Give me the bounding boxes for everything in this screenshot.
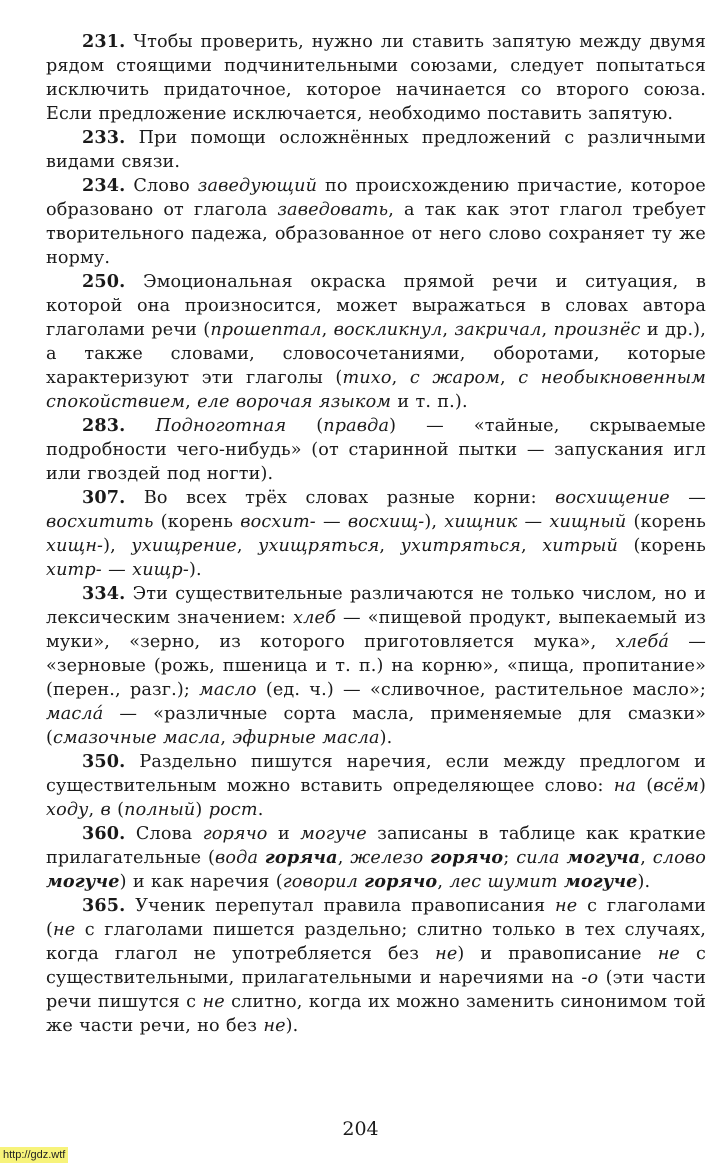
text-segment: полный: [124, 800, 196, 820]
text-segment: не: [555, 896, 578, 916]
answer-paragraph: [46, 486, 706, 582]
text-segment: заведовать: [277, 200, 389, 220]
text-segment: эфирные масла: [232, 728, 380, 748]
text-segment: — «пищевой продукт, выпекаемый из муки», «зерно, из которого приготовляется мука»,: [46, 608, 707, 652]
text-segment: и: [267, 824, 301, 844]
text-segment: ,: [220, 728, 233, 748]
exercise-number: 334.: [82, 583, 126, 604]
exercise-number: 365.: [82, 895, 126, 916]
text-segment: [125, 416, 155, 436]
text-segment: горяча: [264, 847, 338, 868]
text-segment: ,: [520, 536, 543, 556]
text-segment: ): [698, 776, 706, 796]
text-segment: ),: [103, 536, 132, 556]
text-segment: Раздельно пишутся наречия, если между предлогом и существительным можно вставить определяющее слово:: [46, 752, 706, 796]
text-segment: ): [195, 800, 209, 820]
text-segment: хитрый: [542, 536, 618, 556]
text-segment: с существительными, прилагательными и наречиями на: [46, 944, 706, 988]
text-segment: ухищрение: [131, 536, 237, 556]
text-segment: Эти существительные различаются не только числом, но и лексическим значением:: [46, 584, 706, 628]
text-segment: не: [657, 944, 680, 964]
text-segment: в: [100, 800, 111, 820]
text-segment: (корень: [618, 536, 706, 556]
text-segment: железо: [350, 848, 431, 868]
answer-paragraph: [46, 30, 706, 126]
text-segment: ,: [541, 320, 554, 340]
text-segment: говорил: [282, 872, 365, 892]
text-segment: , а так как этот глагол требует творительного падежа, образованное от него слово сохраняет ту же норму.: [46, 200, 706, 268]
text-segment: горячо: [364, 871, 438, 892]
exercise-number: 360.: [82, 823, 126, 844]
text-segment: не: [53, 920, 76, 940]
text-segment: Слово: [125, 176, 198, 196]
text-segment: заведующий: [197, 176, 318, 196]
text-segment: (ед. ч.) — «сливочное, растительное масло»;: [256, 680, 706, 700]
text-segment: Слова: [125, 824, 203, 844]
text-segment: смазочные масла: [53, 728, 221, 748]
text-segment: воскликнул: [333, 320, 443, 340]
text-segment: ,: [500, 368, 519, 388]
text-segment: закричал: [454, 320, 542, 340]
text-segment: могуче: [46, 871, 120, 892]
text-segment: При помощи осложнённых предложений с различными видами связи.: [46, 128, 706, 172]
exercise-number: 234.: [82, 175, 126, 196]
text-segment: сила: [516, 848, 567, 868]
text-segment: ).: [637, 872, 651, 892]
text-segment: рост: [208, 800, 258, 820]
text-segment: Подноготная: [155, 416, 287, 436]
text-segment: с глаголами (: [46, 896, 706, 940]
text-segment: масло: [199, 680, 257, 700]
text-segment: — «различные сорта масла, применяемые для смазки» (: [46, 704, 706, 748]
answers-text: [46, 30, 706, 1038]
exercise-number: 350.: [82, 751, 126, 772]
text-segment: ,: [337, 848, 351, 868]
text-segment: на: [613, 776, 637, 796]
answer-paragraph: [46, 270, 706, 414]
text-segment: Ученик перепутал правила правописания: [125, 896, 556, 916]
text-segment: ;: [503, 848, 517, 868]
exercise-number: 307.: [82, 487, 126, 508]
text-segment: и др.), а также словами, словосочетаниями, оборотами, которые характеризуют эти глаголы (: [46, 320, 706, 388]
text-segment: могуче: [563, 871, 638, 892]
text-segment: с глаголами пишется раздельно; слитно только в тех случаях, когда глагол не употребляется без: [46, 920, 706, 964]
text-segment: ,: [379, 536, 401, 556]
answer-paragraph: [46, 126, 706, 174]
text-segment: и т. п.).: [391, 392, 468, 412]
text-segment: .: [257, 800, 264, 820]
text-segment: могуча: [566, 847, 641, 868]
text-segment: горячо: [202, 824, 268, 844]
text-segment: -о: [581, 968, 599, 988]
text-segment: лес шумит: [449, 872, 564, 892]
text-segment: правда: [323, 416, 390, 436]
text-segment: ,: [437, 872, 450, 892]
text-segment: хищн-: [46, 536, 104, 556]
text-segment: ,: [236, 536, 259, 556]
text-segment: ).: [379, 728, 393, 748]
text-segment: ),: [424, 512, 445, 532]
text-segment: хищник — хищный: [444, 512, 627, 532]
text-segment: хитр- — хищр-: [46, 560, 189, 580]
answer-paragraph: [46, 582, 706, 750]
exercise-number: 231.: [82, 31, 126, 52]
text-segment: ) и как наречия (: [119, 872, 283, 892]
text-segment: слитно, когда их можно заменить синонимом той же части речи, но без: [46, 992, 706, 1036]
text-segment: ).: [285, 1016, 299, 1036]
text-segment: ,: [88, 800, 101, 820]
text-segment: (корень: [626, 512, 706, 532]
answer-paragraph: [46, 822, 706, 894]
text-segment: ,: [442, 320, 455, 340]
text-segment: тихо: [342, 368, 392, 388]
text-segment: горячо: [430, 847, 504, 868]
text-segment: (: [110, 800, 125, 820]
text-segment: хлеба́: [615, 632, 670, 652]
exercise-number: 250.: [82, 271, 126, 292]
text-segment: по происхождению причастие, которое образовано от глагола: [46, 176, 706, 220]
watermark-link[interactable]: http://gdz.wtf: [0, 1147, 68, 1163]
page-number: 204: [342, 1118, 379, 1140]
text-segment: не: [435, 944, 458, 964]
text-segment: ухищряться: [258, 536, 380, 556]
text-segment: хлеб: [293, 608, 336, 628]
text-segment: Во всех трёх словах разные корни:: [125, 488, 556, 508]
text-segment: Чтобы проверить, нужно ли ставить запятую между двумя рядом стоящими подчинительными союзами, следует попытаться исключить придаточное, которое начинается со второго союза. Если предложение исключается, необходимо поставить запятую.: [46, 32, 706, 124]
text-segment: восхит- — восхищ-: [240, 512, 425, 532]
text-segment: ,: [640, 848, 653, 868]
exercise-number: 233.: [82, 127, 126, 148]
text-segment: Эмоциональная окраска прямой речи и ситуация, в которой она произносится, может выражаться в словах автора глаголами речи (: [46, 272, 706, 340]
text-segment: ).: [188, 560, 202, 580]
text-segment: прошептал: [210, 320, 322, 340]
text-segment: ,: [391, 368, 410, 388]
text-segment: (: [286, 416, 324, 436]
answer-paragraph: [46, 750, 706, 822]
answer-paragraph: [46, 174, 706, 270]
text-segment: восхищение — восхитить: [46, 488, 706, 532]
text-segment: ,: [185, 392, 198, 412]
text-segment: слово: [652, 848, 706, 868]
exercise-number: 283.: [82, 415, 126, 436]
answer-paragraph: [46, 414, 706, 486]
text-segment: масла́: [46, 704, 104, 724]
text-segment: еле ворочая языком: [197, 392, 392, 412]
text-segment: ухитряться: [400, 536, 521, 556]
text-segment: вода: [215, 848, 265, 868]
text-segment: ) — «тайные, скрываемые подробности чего-нибудь» (от старинной пытки — запускания игл или гвоздей под ногти).: [46, 416, 706, 484]
text-segment: не: [202, 992, 225, 1012]
text-segment: (эти части речи пишутся с: [46, 968, 707, 1012]
text-segment: с жаром: [409, 368, 501, 388]
text-segment: ходу: [46, 800, 89, 820]
text-segment: не: [263, 1016, 286, 1036]
text-segment: — «зерновые (рожь, пшеница и т. п.) на корню», «пища, пропитание» (перен., разг.);: [46, 632, 706, 700]
text-segment: всём: [653, 776, 699, 796]
text-segment: ,: [321, 320, 334, 340]
text-segment: могуче: [300, 824, 367, 844]
text-segment: произнёс: [553, 320, 641, 340]
answer-paragraph: [46, 894, 706, 1038]
text-segment: записаны в таблице как краткие прилагательные (: [46, 824, 706, 868]
text-segment: с необыкновенным спокойствием: [46, 368, 706, 412]
text-segment: (: [636, 776, 654, 796]
text-segment: (корень: [153, 512, 241, 532]
text-segment: ) и правописание: [457, 944, 658, 964]
